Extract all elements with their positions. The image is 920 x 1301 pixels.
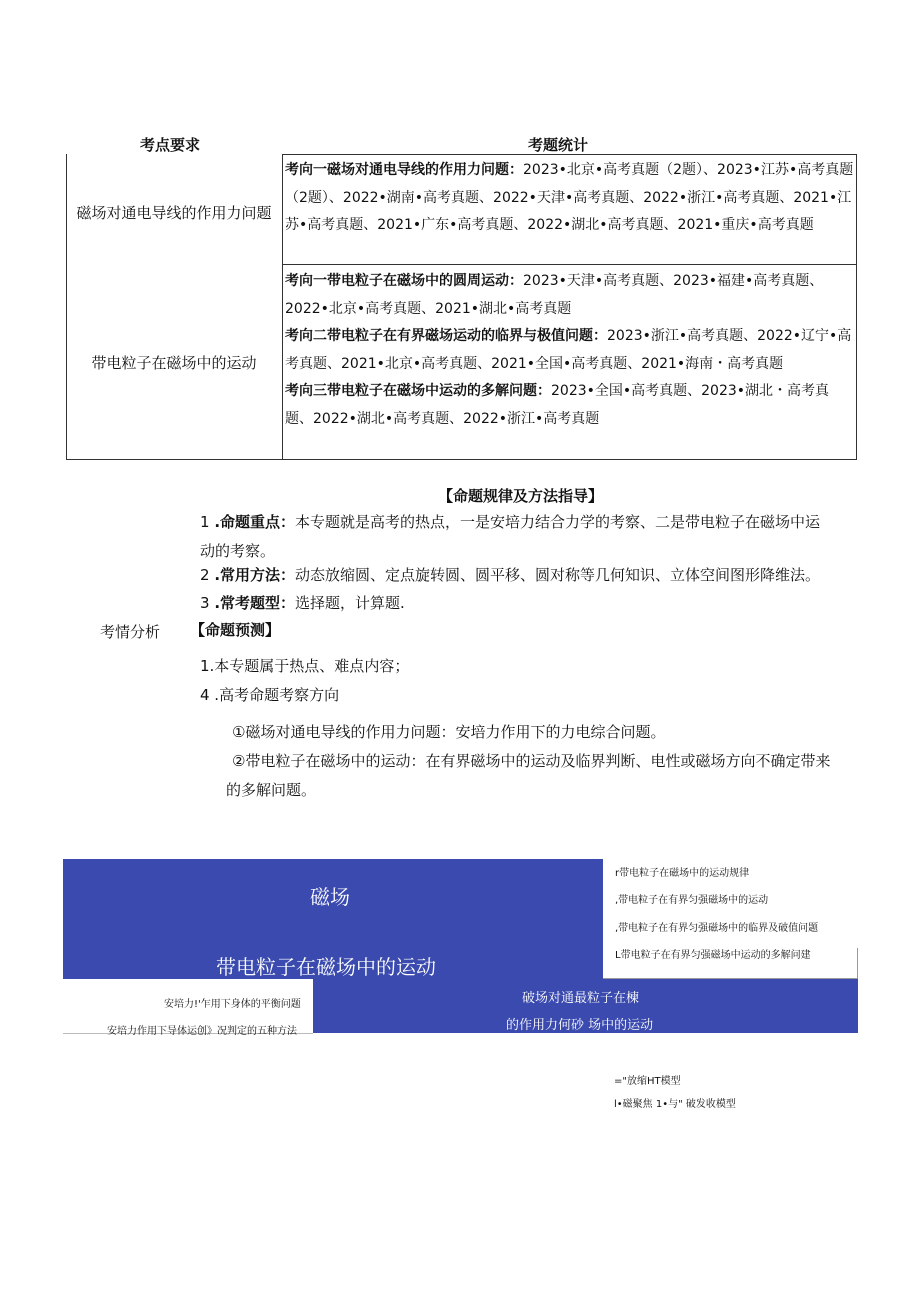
table-border (856, 154, 857, 460)
row2-item1-text: 2023•天津•高考真题、2023•福建•高考真题、2022•北京•高考真题、2021•湖北•高考真题 (285, 273, 824, 317)
point-3-text: 选择题，计算题. (295, 594, 405, 612)
point-2-num: 2 (200, 566, 210, 584)
forecast-title: 【命题预测】 (190, 621, 281, 639)
mindmap-right-item-4: L带电粒子在有界匀强磁场中运动的多解问建 (615, 950, 811, 961)
table-border (282, 154, 857, 155)
point-3-num: 3 (200, 594, 210, 612)
row2-label: 带电粒子在磁场中的运动 (91, 354, 257, 372)
mindmap-left-item-2: 安培力作用下导体运创》况判定的五种方法 (107, 1026, 297, 1037)
point-2-text: 动态放缩圆、定点旋转圆、圆平移、圆对称等几何知识、立体空间图形降维法。 (295, 566, 821, 584)
table-header-left: 考点要求 (140, 136, 201, 154)
table-border (66, 154, 67, 460)
row1-item1-text: 2023•北京•高考真题（2题）、2023•江苏•高考真题（2题）、2022•湖南•高考真题、2022•天津•高考真题、2022•浙江•高考真题、2021•江苏•高考真题、2021•广东•高考真题、2022•湖北•高考真题、2021•重庆•高考真题 (285, 162, 854, 233)
point-1-num: 1 (200, 513, 210, 531)
point-3-title: .常考题型： (214, 594, 296, 612)
row2-item2 (285, 323, 855, 378)
guide-title: 【命题规律及方法指导】 (438, 487, 604, 505)
forecast-line-5: 的多解问题。 (226, 781, 317, 799)
mindmap-bottom-line-2: 的作用力何砂 场中的运动 (506, 1018, 654, 1033)
row2-item1-title: 考向一带电粒子在磁场中的圆周运动： (285, 273, 523, 289)
row1-label: 磁场对通电导线的作用力问题 (76, 204, 272, 222)
point-2 (200, 561, 820, 590)
section-label: 考情分析 (100, 623, 161, 641)
forecast-line-4: ②带电粒子在磁场中的运动：在有界磁场中的运动及临界判断、电性或磁场方向不确定带来 (232, 752, 831, 770)
mindmap-extra-item-1: ="放缩HT模型 (614, 1076, 681, 1087)
forecast-line-3: ①磁场对通电导线的作用力问题：安培力作用下的力电综合问题。 (232, 723, 666, 741)
row2-item3-title: 考向三带电粒子在磁场中运动的多解问题： (285, 383, 551, 399)
mindmap-right-item-1: r带电粒子在磁场中的运动规律 (615, 868, 750, 879)
row1-content (285, 157, 855, 240)
mindmap-branch-main: 带电粒子在磁场中的运动 (216, 955, 436, 979)
mindmap-right-item-3: ,带电粒子在有界匀强磁场中的临界及破值问题 (615, 923, 819, 934)
row2-item3 (285, 378, 855, 433)
row2-item3-text: 2023•全国•高考真题、2023•湖北・高考真题、2022•湖北•高考真题、2022•浙江•高考真题 (285, 383, 830, 427)
point-2-title: .常用方法： (214, 566, 296, 584)
row2-item2-title: 考向二带电粒子在有界磁场运动的临界与极值问题： (285, 328, 607, 344)
point-1 (200, 508, 820, 537)
row2-item2-text: 2023•浙江•高考真题、2022•辽宁•高考真题、2021•北京•高考真题、2021•全国•高考真题、2021•海南・高考真题 (285, 328, 852, 372)
row2-content (285, 268, 855, 433)
table-border (66, 459, 857, 460)
point-1-cont: 动的考察。 (200, 542, 276, 560)
table-border (282, 154, 283, 460)
mindmap-bottom-line-1: 破场对通最粒子在楝 (522, 991, 640, 1006)
mindmap-left-item-1: 安培力!'乍用下身体的平衡问题 (164, 999, 301, 1010)
mindmap-extra-item-2: l•磁聚焦 1•与" 破发收模型 (614, 1099, 736, 1110)
point-1-title: .命题重点： (214, 513, 296, 531)
point-1-text: 本专题就是高考的热点，一是安培力结合力学的考察、二是带电粒子在磁场中运 (295, 513, 821, 531)
row2-item1 (285, 268, 855, 323)
forecast-line-1: 1.本专题属于热点、难点内容； (200, 657, 410, 675)
row1-item1-title: 考向一磁场对通电导线的作用力问题： (285, 162, 523, 178)
table-border (282, 264, 857, 265)
mindmap-right-item-2: ,带电粒子在有界匀强磁场中的运动 (615, 895, 769, 906)
forecast-line-2: 4 .高考命题考察方向 (200, 686, 340, 704)
table-header-right: 考题统计 (528, 136, 589, 154)
point-3 (200, 589, 405, 618)
mindmap-root: 磁场 (310, 885, 350, 909)
